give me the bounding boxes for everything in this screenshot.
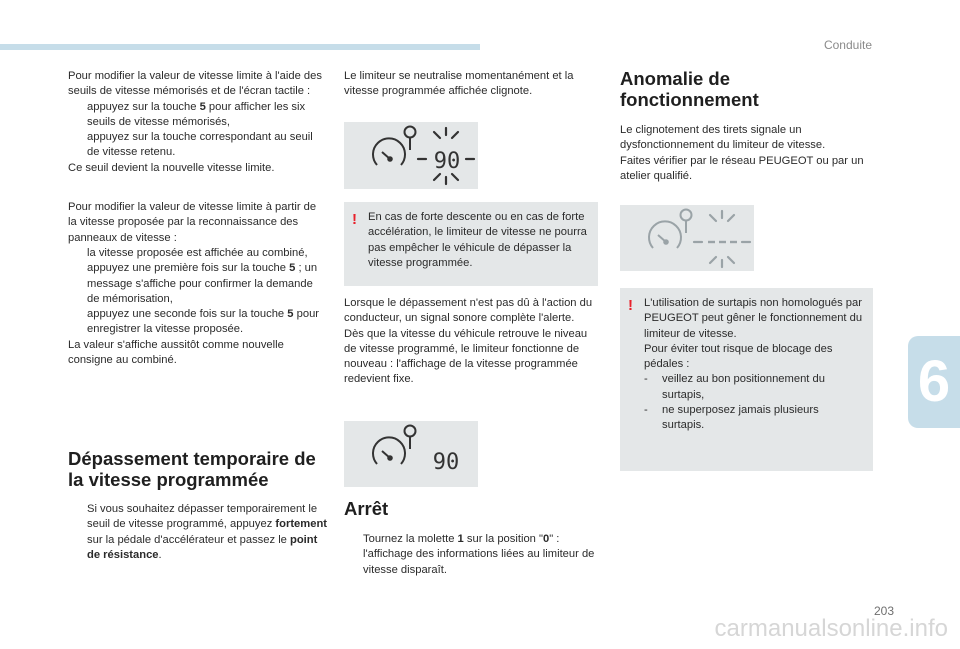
paragraph: Le clignotement des tirets signale un dysfonctionnement du limiteur de vitesse.: [620, 124, 826, 152]
chapter-number: 6: [917, 349, 951, 414]
paragraph: Le limiteur se neutralise momentanément et la vitesse programmée affichée clignote.: [344, 70, 574, 98]
emphasis: point de résistance: [87, 533, 318, 561]
text: pour enregistrer la vitesse proposée.: [87, 308, 320, 336]
warning-box: [344, 202, 598, 286]
limiter-fault-illustration: [620, 205, 754, 271]
paragraph: Pour éviter tout risque de blocage des pédales :: [644, 342, 833, 371]
warning-text: [620, 288, 873, 442]
speed-value: 90: [433, 149, 461, 174]
list-item: [644, 372, 863, 403]
list-item: [68, 307, 324, 338]
blink-rays-icon: [694, 211, 750, 267]
page-number: 203: [873, 604, 894, 618]
paragraph: Pour modifier la valeur de vitesse limite à l'aide des seuils de vitesse mémorisés et de l'écran tactile :: [68, 70, 322, 98]
column-1: [68, 69, 324, 368]
column-2-bottom: [344, 498, 602, 578]
paragraph: Dès que la vitesse du véhicule retrouve le niveau de vitesse programmé, le limiteur fonctionne de nouveau : l'affichage de la vitesse programmée redevient fixe.: [344, 327, 588, 386]
speed-limiter-icon: [405, 127, 416, 151]
text: pour afficher les six seuils de vitesse mémorisés,: [87, 100, 306, 128]
header-bar: [0, 44, 480, 50]
list-item: [68, 246, 324, 261]
key-label: 5: [287, 308, 294, 321]
text: veillez au bon positionnement du surtapis,: [662, 373, 825, 401]
column-1-bottom: [68, 448, 330, 563]
text: ; un message s'affiche pour confirmer la demande de mémorisation,: [87, 262, 318, 305]
speedometer-icon: [373, 138, 405, 165]
column-2-top: [344, 69, 600, 100]
section-heading: Anomalie de fonctionnement: [620, 68, 759, 110]
text: " : l'affichage des informations liées au limiteur de vitesse disparaît.: [363, 533, 595, 576]
speedometer-icon: [373, 437, 405, 464]
list-item: [344, 532, 602, 578]
text: sur la position ": [463, 533, 543, 545]
list-item: [68, 130, 324, 161]
text: appuyez sur la touche correspondant au seuil de vitesse retenu.: [87, 131, 313, 159]
warning-icon: !: [352, 211, 357, 228]
text: appuyez une première fois sur la touche: [87, 262, 290, 275]
key-label: 1: [457, 533, 464, 545]
column-3-top: [620, 68, 875, 184]
chapter-title: Conduite: [823, 38, 872, 52]
paragraph: L'utilisation de surtapis non homologués par PEUGEOT peut gêner le fonctionnement du limiteur de vitesse.: [644, 297, 863, 340]
speed-limiter-icon: [681, 210, 692, 234]
text: appuyez une seconde fois sur la touche: [87, 308, 288, 321]
list-item: [68, 100, 324, 131]
speed-limiter-icon: [405, 426, 416, 450]
limiter-blinking-illustration: [344, 122, 478, 189]
text: Si vous souhaitez dépasser temporairement le seuil de vitesse programmé, appuyez: [87, 503, 318, 531]
paragraph: Faites vérifier par le réseau PEUGEOT ou par un atelier qualifié.: [620, 154, 864, 182]
list-item: [68, 261, 324, 307]
speedometer-icon: [649, 221, 681, 248]
paragraph: Lorsque le dépassement n'est pas dû à l'action du conducteur, un signal sonore complète l'alerte.: [344, 297, 593, 325]
chapter-tab: [908, 336, 960, 428]
warning-icon: !: [628, 297, 633, 314]
watermark: carmanualsonline.info: [714, 615, 948, 642]
dash-bullet: -: [644, 404, 648, 417]
list-item: [644, 403, 863, 434]
text: appuyez sur la touche: [87, 100, 200, 113]
text: la vitesse proposée est affichée au combiné,: [87, 246, 308, 259]
paragraph: Pour modifier la valeur de vitesse limite à partir de la vitesse proposée par la reconnaissance des panneaux de vitesse :: [68, 201, 317, 244]
speed-value: 90: [432, 450, 460, 475]
emphasis: fortement: [275, 518, 328, 531]
list-item: [68, 502, 330, 563]
text: .: [158, 548, 162, 561]
warning-box: [620, 288, 873, 471]
text: ne superposez jamais plusieurs surtapis.: [662, 404, 819, 432]
column-2-middle: [344, 296, 600, 388]
paragraph: Ce seuil devient la nouvelle vitesse limite.: [68, 161, 275, 174]
section-heading: Arrêt: [344, 498, 389, 519]
limiter-fixed-illustration: [344, 421, 478, 487]
text: Tournez la molette: [363, 533, 458, 545]
key-label: 5: [289, 262, 296, 275]
position-label: 0: [542, 533, 550, 545]
key-label: 5: [199, 100, 206, 113]
dash-bullet: -: [644, 373, 648, 386]
section-heading: Dépassement temporaire de la vitesse programmée: [68, 448, 316, 490]
paragraph: La valeur s'affiche aussitôt comme nouvelle consigne au combiné.: [68, 338, 284, 367]
text: sur la pédale d'accélérateur et passez le: [87, 533, 291, 546]
warning-text: En cas de forte descente ou en cas de forte accélération, le limiteur de vitesse ne pourra pas empêcher le véhicule de dépasser la vitesse programmée.: [368, 211, 587, 269]
